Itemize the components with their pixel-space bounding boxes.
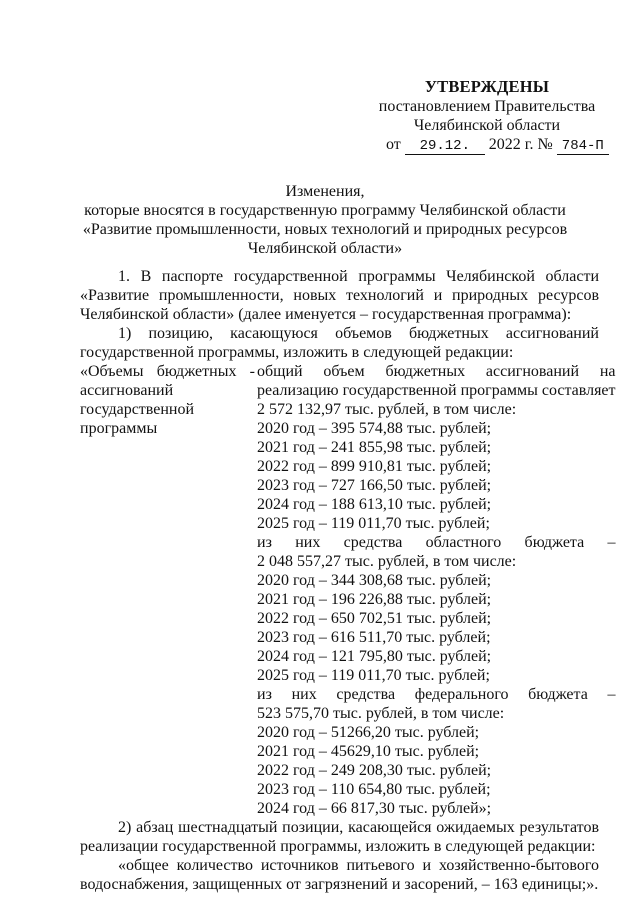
document-body — [80, 267, 616, 894]
sub-item-2-paragraph: 2) абзац шестнадцатый позиции, касающейся ожидаемых результатов реализации государственной программы, изложить в следующей редакции: — [80, 819, 599, 855]
passport-right-column — [255, 362, 616, 818]
approval-block — [372, 77, 602, 155]
federal-year-row: 2024 год – 66 817,30 тыс. рублей»; — [257, 800, 492, 817]
total-year-row: 2024 год – 188 613,10 тыс. рублей; — [257, 496, 492, 513]
title-line-1: Изменения, — [285, 183, 365, 200]
regional-year-row: 2025 год – 119 011,70 тыс. рублей; — [257, 667, 490, 684]
federal-year-row: 2022 год – 249 208,30 тыс. рублей; — [257, 762, 492, 779]
date-prefix: от — [386, 136, 401, 153]
federal-year-row: 2021 год – 45629,10 тыс. рублей; — [257, 743, 480, 760]
passport-left-line: «Объемы бюджетных - — [80, 363, 255, 380]
quoted-result-paragraph: «общее количество источников питьевого и хозяйственно-бытового водоснабжения, защищенных от загрязнений и засорений, – 163 единицы;». — [80, 857, 599, 893]
regional-amount: 2 048 557,27 тыс. рублей, в том числе: — [257, 553, 517, 570]
approval-heading: УТВЕРЖДЕНЫ — [424, 77, 550, 96]
passport-left-line: ассигнований — [80, 382, 174, 399]
approval-line-1: постановлением Правительства — [378, 98, 596, 115]
total-intro-line: реализацию государственной программы составляет — [257, 382, 616, 399]
title-line-3: «Развитие промышленности, новых технологий и природных ресурсов — [82, 221, 568, 238]
total-intro-line: общий объем бюджетных ассигнований на — [257, 363, 616, 380]
year-text: 2022 г. № — [488, 136, 553, 153]
title-line-4: Челябинской области» — [247, 240, 403, 257]
title-line-2: которые вносятся в государственную программу Челябинской области — [84, 202, 566, 219]
total-year-row: 2021 год – 241 855,98 тыс. рублей; — [257, 439, 492, 456]
federal-year-row: 2023 год – 110 654,80 тыс. рублей; — [257, 781, 491, 798]
total-year-row: 2023 год – 727 166,50 тыс. рублей; — [257, 477, 492, 494]
passport-left-column — [80, 362, 255, 818]
item-1-paragraph: 1. В паспорте государственной программы Челябинской области «Развитие промышленности, новых технологий и природных ресурсов Челябинской области» (далее именуется – государственная программа): — [80, 268, 599, 323]
federal-amount: 523 575,70 тыс. рублей, в том числе: — [257, 705, 505, 722]
federal-year-row: 2020 год – 51266,20 тыс. рублей; — [257, 724, 480, 741]
document-title — [60, 182, 590, 258]
total-amount: 2 572 132,97 тыс. рублей, в том числе: — [257, 401, 517, 418]
total-year-row: 2022 год – 899 910,81 тыс. рублей; — [257, 458, 492, 475]
passport-left-line: государственной — [80, 401, 195, 418]
regional-year-row: 2020 год – 344 308,68 тыс. рублей; — [257, 572, 492, 589]
total-year-row: 2020 год – 395 574,88 тыс. рублей; — [257, 420, 492, 437]
total-year-row: 2025 год – 119 011,70 тыс. рублей; — [257, 515, 490, 532]
sub-item-1-paragraph: 1) позицию, касающуюся объемов бюджетных ассигнований государственной программы, изложить в следующей редакции: — [80, 325, 599, 361]
regional-year-row: 2023 год – 616 511,70 тыс. рублей; — [257, 629, 491, 646]
regional-intro: из них средства областного бюджета – — [257, 534, 616, 551]
passport-table — [80, 362, 616, 818]
date-field: 29.12. — [405, 138, 485, 155]
approval-line-2: Челябинской области — [413, 117, 561, 134]
regional-year-row: 2024 год – 121 795,80 тыс. рублей; — [257, 648, 492, 665]
regional-year-row: 2021 год – 196 226,88 тыс. рублей; — [257, 591, 492, 608]
number-field: 784-П — [557, 138, 609, 155]
passport-left-line: программы — [80, 420, 158, 437]
federal-intro: из них средства федерального бюджета – — [257, 686, 616, 703]
regional-year-row: 2022 год – 650 702,51 тыс. рублей; — [257, 610, 492, 627]
approval-date-line — [386, 135, 602, 155]
